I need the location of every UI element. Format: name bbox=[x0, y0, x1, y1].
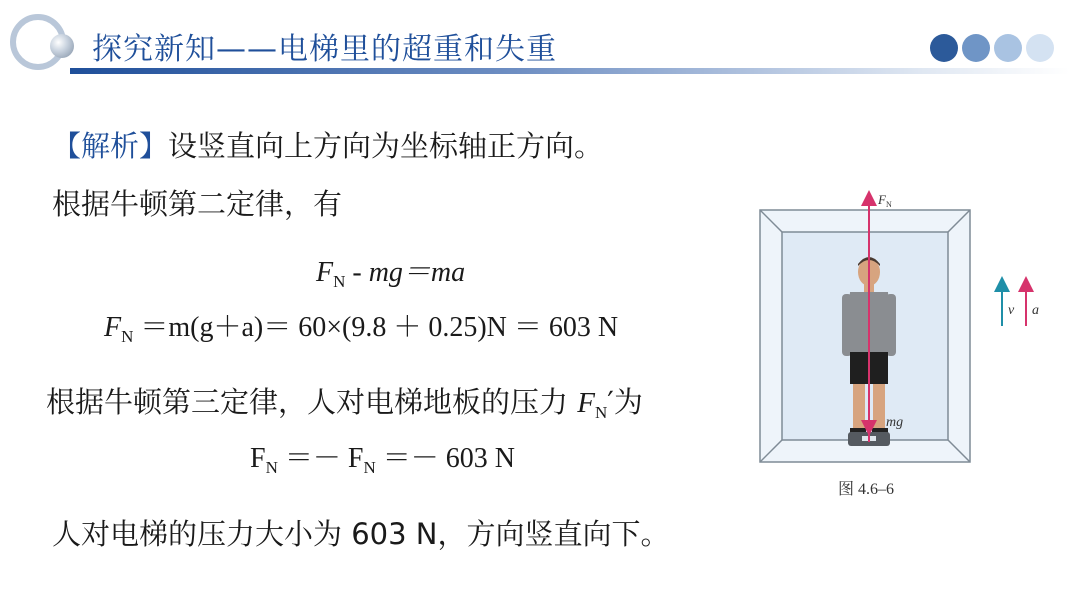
eq1-f: F bbox=[316, 257, 334, 288]
newton-third-law-text bbox=[46, 380, 643, 423]
analysis-line bbox=[52, 124, 603, 165]
title-underline bbox=[70, 68, 1070, 74]
eq1-rest: - mg＝ma bbox=[345, 257, 466, 288]
line3-prefix: 根据牛顿第三定律，人对电梯地板的压力 bbox=[46, 385, 578, 419]
equation-1 bbox=[316, 250, 465, 292]
dot-icon bbox=[1026, 34, 1054, 62]
dot-icon bbox=[994, 34, 1022, 62]
slide-header bbox=[0, 0, 1080, 80]
line3-f: F bbox=[577, 387, 595, 419]
eq3-f1: F bbox=[250, 443, 266, 474]
eq3-sub1: N bbox=[265, 458, 278, 477]
slide-title: 探究新知——电梯里的超重和失重 bbox=[92, 32, 557, 67]
mg-label: mg bbox=[886, 415, 904, 430]
dot-icon bbox=[962, 34, 990, 62]
logo-dot-icon bbox=[50, 34, 74, 58]
equation-3 bbox=[250, 436, 515, 478]
equation-2 bbox=[104, 305, 618, 347]
line3-sub: N bbox=[594, 403, 608, 422]
line3-suffix: ′为 bbox=[607, 385, 643, 419]
eq3-sub2: N bbox=[363, 458, 376, 477]
newton-second-law-text: 根据牛顿第二定律，有 bbox=[52, 187, 343, 221]
analysis-text: 设竖直向上方向为坐标轴正方向。 bbox=[168, 129, 604, 163]
conclusion-text: 人对电梯的压力大小为 603 N，方向竖直向下。 bbox=[52, 517, 670, 551]
v-label: v bbox=[1008, 303, 1015, 318]
eq2-rest: ＝m(g＋a)＝ 60×(9.8 ＋ 0.25)N ＝ 603 N bbox=[133, 312, 619, 343]
analysis-tag: 【解析】 bbox=[52, 129, 169, 163]
fn-label: $F_N$ bbox=[878, 192, 892, 209]
eq2-f: F bbox=[104, 312, 122, 343]
eq2-sub: N bbox=[121, 327, 134, 346]
figure-caption: 图 4.6–6 bbox=[838, 481, 895, 498]
eq3-mid: ＝－ F bbox=[277, 443, 364, 474]
eq1-sub: N bbox=[333, 272, 346, 291]
elevator-figure bbox=[750, 180, 1050, 510]
eq3-end: ＝－ 603 N bbox=[375, 443, 515, 474]
a-label: a bbox=[1032, 303, 1039, 318]
dot-icon bbox=[930, 34, 958, 62]
